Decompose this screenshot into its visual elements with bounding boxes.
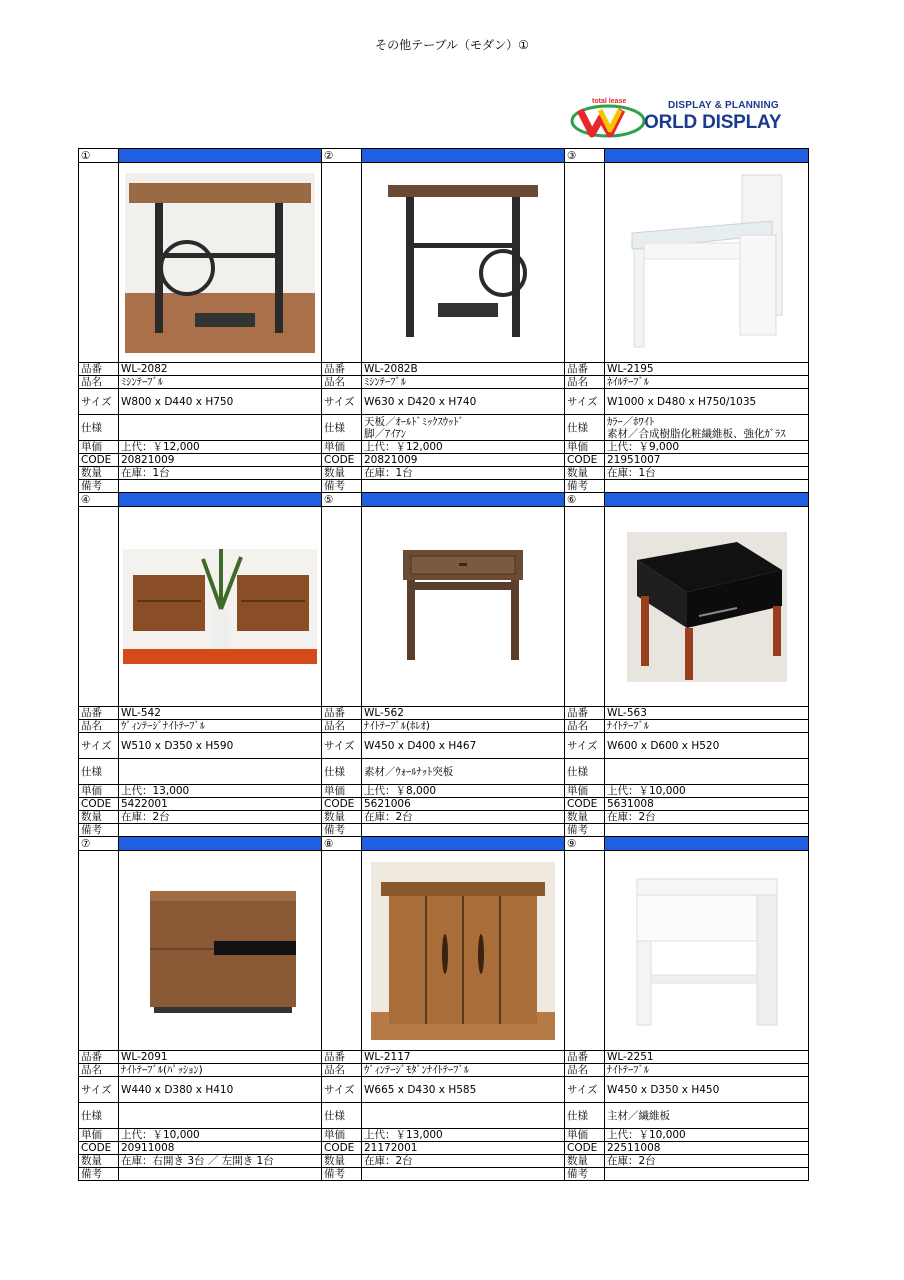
- item-number: ⑦: [81, 837, 91, 850]
- product-photo: [605, 871, 808, 1031]
- item-number: ④: [81, 493, 91, 506]
- spec-label-tanka: 単価: [565, 785, 605, 798]
- header-bar: [362, 493, 565, 507]
- spec-value-shiyou: [605, 1103, 809, 1129]
- spec-label-hinban: 品番: [79, 1051, 119, 1064]
- spec-label-hinban: 品番: [322, 707, 362, 720]
- product-photo-cell: [362, 507, 565, 707]
- spec-label-bikou: 備考: [79, 824, 119, 837]
- spec-value-hinban: WL-2251: [605, 1051, 809, 1064]
- spec-label-hinmei: 品名: [322, 1064, 362, 1077]
- spec-label-size: サイズ: [322, 733, 362, 759]
- spec-label-tanka: 単価: [565, 1129, 605, 1142]
- spec-value-code: 20821009: [119, 454, 322, 467]
- spec-label-bikou: 備考: [322, 480, 362, 493]
- header-bar: [362, 837, 565, 851]
- spec-label-bikou: 備考: [565, 1168, 605, 1181]
- logo-line1: DISPLAY & PLANNING: [668, 100, 779, 111]
- header-bar: [119, 837, 322, 851]
- spec-label-hinban: 品番: [322, 363, 362, 376]
- spec-value-suuryou: 在庫：1台: [605, 467, 809, 480]
- spec-value-suuryou: 在庫：2台: [362, 1155, 565, 1168]
- spec-label-tanka: 単価: [565, 441, 605, 454]
- spec-value-hinban: WL-2082B: [362, 363, 565, 376]
- spec-label-shiyou: 仕様: [322, 1103, 362, 1129]
- spec-line-2: 素材／合成樹脂化粧繊維板、強化ｶﾞﾗｽ: [607, 427, 786, 440]
- spec-label-hinmei: 品名: [565, 376, 605, 389]
- spec-line-1: 素材／ｳｫｰﾙﾅｯﾄ突板: [364, 765, 454, 778]
- spec-label-size: サイズ: [79, 1077, 119, 1103]
- spec-value-bikou: [119, 480, 322, 493]
- spec-label-suuryou: 数量: [565, 811, 605, 824]
- spec-value-suuryou: 在庫：右開き 3台 ／ 左開き 1台: [119, 1155, 322, 1168]
- spec-value-size: W630 x D420 x H740: [362, 389, 565, 415]
- spec-value-hinmei: ﾅｲﾄﾃｰﾌﾞﾙ: [605, 1064, 809, 1077]
- spec-value-bikou: [119, 824, 322, 837]
- spec-label-suuryou: 数量: [565, 467, 605, 480]
- spec-label-code: CODE: [565, 454, 605, 467]
- image-label-cell: [322, 507, 362, 707]
- spec-value-code: 5621006: [362, 798, 565, 811]
- item-number: ①: [81, 149, 91, 162]
- spec-label-bikou: 備考: [79, 480, 119, 493]
- spec-value-hinmei: ﾐｼﾝﾃｰﾌﾞﾙ: [119, 376, 322, 389]
- spec-label-shiyou: 仕様: [322, 415, 362, 441]
- product-photo: [119, 881, 321, 1021]
- spec-value-code: 5422001: [119, 798, 322, 811]
- spec-label-suuryou: 数量: [79, 1155, 119, 1168]
- spec-value-suuryou: 在庫：1台: [119, 467, 322, 480]
- spec-label-tanka: 単価: [322, 441, 362, 454]
- spec-label-tanka: 単価: [79, 441, 119, 454]
- spec-label-bikou: 備考: [322, 824, 362, 837]
- spec-label-hinmei: 品名: [565, 720, 605, 733]
- header-bar: [119, 149, 322, 163]
- item-number-cell: [565, 837, 605, 851]
- spec-value-bikou: [605, 480, 809, 493]
- spec-value-tanka: 上代：￥9,000: [605, 441, 809, 454]
- header-bar: [605, 837, 809, 851]
- spec-label-shiyou: 仕様: [565, 759, 605, 785]
- spec-value-shiyou: [362, 415, 565, 441]
- spec-value-tanka: 上代：￥10,000: [605, 1129, 809, 1142]
- spec-label-shiyou: 仕様: [79, 415, 119, 441]
- spec-value-tanka: 上代：13,000: [119, 785, 322, 798]
- spec-value-size: W800 x D440 x H750: [119, 389, 322, 415]
- spec-value-shiyou: [362, 759, 565, 785]
- spec-value-hinmei: ﾅｲﾄﾃｰﾌﾞﾙ: [605, 720, 809, 733]
- spec-label-hinban: 品番: [79, 707, 119, 720]
- product-photo-cell: [362, 163, 565, 363]
- spec-value-suuryou: 在庫：1台: [362, 467, 565, 480]
- spec-label-code: CODE: [79, 1142, 119, 1155]
- spec-label-hinmei: 品名: [322, 720, 362, 733]
- item-number: ⑥: [567, 493, 577, 506]
- spec-value-size: W450 x D400 x H467: [362, 733, 565, 759]
- spec-value-hinmei: ﾐｼﾝﾃｰﾌﾞﾙ: [362, 376, 565, 389]
- spec-label-code: CODE: [565, 798, 605, 811]
- product-photo-cell: [605, 851, 809, 1051]
- item-number-cell: [79, 837, 119, 851]
- spec-line-1: 主材／繊維板: [607, 1109, 670, 1122]
- header-bar: [362, 149, 565, 163]
- spec-label-hinmei: 品名: [565, 1064, 605, 1077]
- spec-value-code: 21951007: [605, 454, 809, 467]
- spec-value-size: W1000 x D480 x H750/1035: [605, 389, 809, 415]
- product-photo-cell: [119, 851, 322, 1051]
- spec-value-hinban: WL-2195: [605, 363, 809, 376]
- spec-value-tanka: 上代：￥12,000: [119, 441, 322, 454]
- world-display-logo: [570, 96, 810, 140]
- spec-label-shiyou: 仕様: [565, 1103, 605, 1129]
- spec-value-shiyou: [362, 1103, 565, 1129]
- spec-value-code: 5631008: [605, 798, 809, 811]
- spec-value-hinban: WL-563: [605, 707, 809, 720]
- product-photo: [362, 862, 564, 1040]
- product-photo-cell: [605, 163, 809, 363]
- spec-value-code: 21172001: [362, 1142, 565, 1155]
- product-photo: [605, 173, 808, 353]
- spec-label-hinban: 品番: [565, 707, 605, 720]
- spec-label-tanka: 単価: [322, 1129, 362, 1142]
- spec-label-hinmei: 品名: [79, 376, 119, 389]
- item-number: ③: [567, 149, 577, 162]
- item-number-cell: [565, 149, 605, 163]
- spec-label-suuryou: 数量: [79, 467, 119, 480]
- spec-value-code: 20821009: [362, 454, 565, 467]
- spec-value-tanka: 上代：￥12,000: [362, 441, 565, 454]
- spec-label-suuryou: 数量: [322, 1155, 362, 1168]
- spec-value-bikou: [605, 1168, 809, 1181]
- spec-label-suuryou: 数量: [322, 467, 362, 480]
- spec-value-hinmei: ﾅｲﾄﾃｰﾌﾞﾙ(ﾊﾟｯｼｮﾝ): [119, 1064, 322, 1077]
- spec-label-code: CODE: [79, 798, 119, 811]
- spec-label-shiyou: 仕様: [79, 759, 119, 785]
- spec-label-shiyou: 仕様: [565, 415, 605, 441]
- item-number-cell: [565, 493, 605, 507]
- spec-value-suuryou: 在庫：2台: [605, 811, 809, 824]
- spec-value-tanka: 上代：￥13,000: [362, 1129, 565, 1142]
- item-number-cell: [79, 149, 119, 163]
- image-label-cell: [79, 163, 119, 363]
- image-label-cell: [322, 851, 362, 1051]
- spec-label-hinban: 品番: [79, 363, 119, 376]
- logo-tagline: total lease: [592, 98, 627, 105]
- image-label-cell: [565, 851, 605, 1051]
- spec-label-shiyou: 仕様: [79, 1103, 119, 1129]
- spec-value-bikou: [119, 1168, 322, 1181]
- spec-label-tanka: 単価: [322, 785, 362, 798]
- image-label-cell: [322, 163, 362, 363]
- spec-value-hinmei: ﾈｲﾙﾃｰﾌﾞﾙ: [605, 376, 809, 389]
- spec-value-hinban: WL-2091: [119, 1051, 322, 1064]
- spec-label-code: CODE: [322, 1142, 362, 1155]
- spec-label-suuryou: 数量: [79, 811, 119, 824]
- header-bar: [119, 493, 322, 507]
- spec-line-2: 脚／ｱｲｱﾝ: [364, 427, 406, 440]
- spec-label-code: CODE: [565, 1142, 605, 1155]
- document-title: その他テーブル（モダン）①: [375, 38, 529, 52]
- spec-label-size: サイズ: [79, 733, 119, 759]
- image-label-cell: [79, 851, 119, 1051]
- spec-value-size: W440 x D380 x H410: [119, 1077, 322, 1103]
- spec-label-bikou: 備考: [322, 1168, 362, 1181]
- item-number-cell: [79, 493, 119, 507]
- spec-label-hinban: 品番: [565, 363, 605, 376]
- spec-value-hinban: WL-2117: [362, 1051, 565, 1064]
- spec-label-size: サイズ: [565, 733, 605, 759]
- spec-label-suuryou: 数量: [565, 1155, 605, 1168]
- spec-label-size: サイズ: [565, 1077, 605, 1103]
- product-photo: [362, 173, 564, 353]
- product-photo: [119, 173, 321, 353]
- header-bar: [605, 149, 809, 163]
- spec-label-size: サイズ: [322, 1077, 362, 1103]
- spec-label-hinmei: 品名: [322, 376, 362, 389]
- spec-value-hinban: WL-2082: [119, 363, 322, 376]
- product-photo-cell: [119, 163, 322, 363]
- image-label-cell: [79, 507, 119, 707]
- product-photo: [119, 549, 321, 664]
- spec-value-tanka: 上代：￥10,000: [605, 785, 809, 798]
- spec-value-hinmei: ｳﾞｨﾝﾃｰｼﾞﾅｲﾄﾃｰﾌﾞﾙ: [119, 720, 322, 733]
- spec-value-size: W510 x D350 x H590: [119, 733, 322, 759]
- item-number: ⑧: [324, 837, 334, 850]
- spec-value-hinmei: ﾅｲﾄﾃｰﾌﾞﾙ(ﾎﾚｵ): [362, 720, 565, 733]
- product-sheet-table: [78, 148, 809, 1181]
- spec-label-tanka: 単価: [79, 785, 119, 798]
- spec-value-shiyou: [119, 759, 322, 785]
- spec-value-bikou: [362, 480, 565, 493]
- item-number: ②: [324, 149, 334, 162]
- spec-label-code: CODE: [322, 798, 362, 811]
- spec-value-code: 20911008: [119, 1142, 322, 1155]
- product-photo-cell: [605, 507, 809, 707]
- spec-label-size: サイズ: [565, 389, 605, 415]
- product-photo: [605, 532, 808, 682]
- item-number-cell: [322, 837, 362, 851]
- spec-value-hinmei: ｳﾞｨﾝﾃｰｼﾞﾓﾀﾞﾝﾅｲﾄﾃｰﾌﾞﾙ: [362, 1064, 565, 1077]
- spec-label-code: CODE: [79, 454, 119, 467]
- header-bar: [605, 493, 809, 507]
- spec-value-size: W600 x D600 x H520: [605, 733, 809, 759]
- spec-label-hinmei: 品名: [79, 720, 119, 733]
- spec-label-suuryou: 数量: [322, 811, 362, 824]
- item-number-cell: [322, 149, 362, 163]
- spec-value-size: W450 x D350 x H450: [605, 1077, 809, 1103]
- spec-label-hinban: 品番: [565, 1051, 605, 1064]
- spec-value-bikou: [362, 824, 565, 837]
- spec-label-tanka: 単価: [79, 1129, 119, 1142]
- item-number: ⑤: [324, 493, 334, 506]
- spec-line-1: ｶﾗｰ／ﾎﾜｲﾄ: [607, 415, 655, 428]
- product-photo: [362, 542, 564, 672]
- spec-value-shiyou: [119, 1103, 322, 1129]
- product-photo-cell: [119, 507, 322, 707]
- image-label-cell: [565, 163, 605, 363]
- spec-value-shiyou: [119, 415, 322, 441]
- spec-value-suuryou: 在庫：2台: [362, 811, 565, 824]
- spec-value-bikou: [362, 1168, 565, 1181]
- spec-label-size: サイズ: [79, 389, 119, 415]
- item-number-cell: [322, 493, 362, 507]
- product-photo-cell: [362, 851, 565, 1051]
- logo-line2: ORLD DISPLAY: [644, 112, 782, 133]
- spec-value-code: 22511008: [605, 1142, 809, 1155]
- spec-label-bikou: 備考: [565, 480, 605, 493]
- spec-line-1: 天板／ｵｰﾙﾄﾞﾐｯｸｽｳｯﾄﾞ: [364, 415, 464, 428]
- spec-value-tanka: 上代：￥10,000: [119, 1129, 322, 1142]
- world-display-w-mark-icon: [570, 104, 646, 138]
- spec-label-shiyou: 仕様: [322, 759, 362, 785]
- spec-value-size: W665 x D430 x H585: [362, 1077, 565, 1103]
- spec-value-shiyou: [605, 759, 809, 785]
- image-label-cell: [565, 507, 605, 707]
- spec-value-shiyou: [605, 415, 809, 441]
- spec-label-hinmei: 品名: [79, 1064, 119, 1077]
- spec-value-suuryou: 在庫：2台: [605, 1155, 809, 1168]
- spec-value-bikou: [605, 824, 809, 837]
- spec-label-hinban: 品番: [322, 1051, 362, 1064]
- item-number: ⑨: [567, 837, 577, 850]
- spec-value-hinban: WL-562: [362, 707, 565, 720]
- spec-label-bikou: 備考: [79, 1168, 119, 1181]
- spec-label-code: CODE: [322, 454, 362, 467]
- spec-value-suuryou: 在庫：2台: [119, 811, 322, 824]
- spec-label-size: サイズ: [322, 389, 362, 415]
- spec-label-bikou: 備考: [565, 824, 605, 837]
- spec-value-tanka: 上代：￥8,000: [362, 785, 565, 798]
- spec-value-hinban: WL-542: [119, 707, 322, 720]
